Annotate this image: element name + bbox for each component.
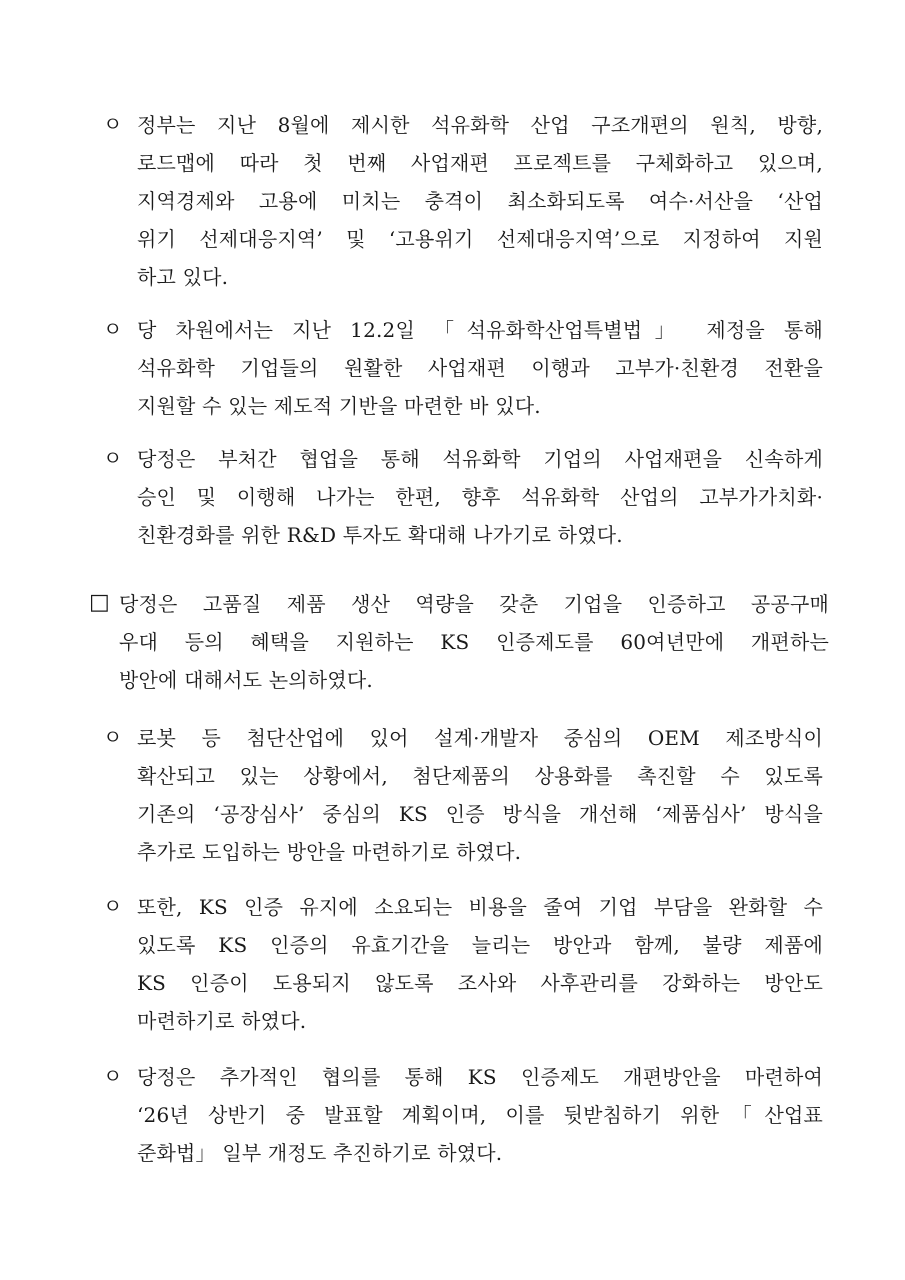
- sub-paragraph-6: [103, 1058, 823, 1172]
- text-line: 승인 및 이행해 나가는 한편, 향후 석유화학 산업의 고부가가치화·: [137, 485, 823, 509]
- paragraph-text: [137, 440, 823, 554]
- paragraph-text: [137, 311, 823, 425]
- text-line: 우대 등의 혜택을 지원하는 KS 인증제도를 60여년만에 개편하는: [119, 630, 829, 654]
- paragraph-text: [119, 585, 829, 699]
- text-line: 친환경화를 위한 R&D 투자도 확대해 나가기로 하였다.: [137, 523, 623, 547]
- text-line: 기존의 ‘공장심사’ 중심의 KS 인증 방식을 개선해 ‘제품심사’ 방식을: [137, 802, 823, 826]
- sub-paragraph-1: [103, 106, 823, 296]
- text-line: 당정은 추가적인 협의를 통해 KS 인증제도 개편방안을 마련하여: [137, 1065, 823, 1089]
- circle-bullet-icon: ㅇ: [103, 317, 123, 341]
- text-line: 로드맵에 따라 첫 번째 사업재편 프로젝트를 구체화하고 있으며,: [137, 151, 823, 175]
- text-line: 하고 있다.: [137, 265, 229, 289]
- text-line: 추가로 도입하는 방안을 마련하기로 하였다.: [137, 840, 522, 864]
- text-line: 또한, KS 인증 유지에 소요되는 비용을 줄여 기업 부담을 완화할 수: [137, 895, 823, 919]
- sub-paragraph-3: [103, 440, 823, 554]
- paragraph-text: [137, 719, 823, 871]
- text-line: 준화법」 일부 개정도 추진하기로 하였다.: [137, 1141, 503, 1165]
- sub-paragraph-2: [103, 311, 823, 425]
- text-line: 석유화학 기업들의 원활한 사업재편 이행과 고부가·친환경 전환을: [137, 356, 823, 380]
- sub-paragraph-5: [103, 888, 823, 1040]
- text-line: 당정은 부처간 협업을 통해 석유화학 기업의 사업재편을 신속하게: [137, 447, 823, 471]
- square-bullet-icon: □: [89, 590, 110, 615]
- text-line: 당정은 고품질 제품 생산 역량을 갖춘 기업을 인증하고 공공구매: [119, 592, 829, 616]
- circle-bullet-icon: ㅇ: [103, 112, 123, 136]
- text-line: 지원할 수 있는 제도적 기반을 마련한 바 있다.: [137, 394, 541, 418]
- circle-bullet-icon: ㅇ: [103, 725, 123, 749]
- text-line: 마련하기로 하였다.: [137, 1009, 307, 1033]
- main-paragraph: [89, 585, 829, 699]
- text-line: 로봇 등 첨단산업에 있어 설계·개발자 중심의 OEM 제조방식이: [137, 726, 823, 750]
- paragraph-text: [137, 1058, 823, 1172]
- sub-paragraph-4: [103, 719, 823, 871]
- text-line: ‘26년 상반기 중 발표할 계획이며, 이를 뒷받침하기 위한「산업표: [137, 1103, 823, 1127]
- circle-bullet-icon: ㅇ: [103, 1064, 123, 1088]
- text-line: 지역경제와 고용에 미치는 충격이 최소화되도록 여수·서산을 ‘산업: [137, 189, 823, 213]
- text-line: 당 차원에서는 지난 12.2일 「석유화학산업특별법」 제정을 통해: [137, 318, 823, 342]
- circle-bullet-icon: ㅇ: [103, 446, 123, 470]
- text-line: 위기 선제대응지역’ 및 ‘고용위기 선제대응지역’으로 지정하여 지원: [137, 227, 823, 251]
- text-line: 있도록 KS 인증의 유효기간을 늘리는 방안과 함께, 불량 제품에: [137, 933, 823, 957]
- circle-bullet-icon: ㅇ: [103, 894, 123, 918]
- text-line: 방안에 대해서도 논의하였다.: [119, 668, 373, 692]
- paragraph-text: [137, 106, 823, 296]
- text-line: KS 인증이 도용되지 않도록 조사와 사후관리를 강화하는 방안도: [137, 971, 823, 995]
- paragraph-text: [137, 888, 823, 1040]
- text-line: 확산되고 있는 상황에서, 첨단제품의 상용화를 촉진할 수 있도록: [137, 764, 823, 788]
- text-line: 정부는 지난 8월에 제시한 석유화학 산업 구조개편의 원칙, 방향,: [137, 113, 823, 137]
